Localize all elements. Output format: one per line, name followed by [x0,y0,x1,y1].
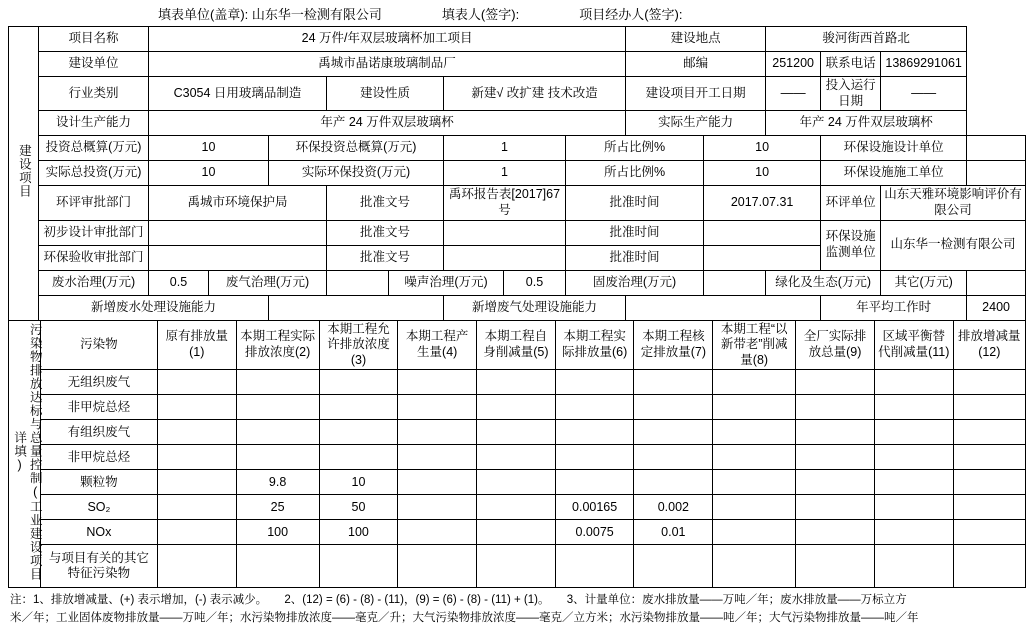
pollutant-name: 非甲烷总烃 [40,445,157,470]
cell [634,370,713,395]
cell [634,395,713,420]
pollutant-name: 与项目有关的其它特征污染物 [40,545,157,588]
project-name-value: 24 万件/年双层玻璃杯加工项目 [149,27,626,52]
table-row [9,445,1026,470]
actual-capacity-value: 年产 24 万件双层玻璃杯 [766,111,967,136]
table-row [9,295,1026,320]
cell [477,420,556,445]
build-nature-value: 新建√ 改扩建 技术改造 [444,77,626,111]
col-header-regional-offset: 区域平衡替代削减量(11) [874,320,953,370]
cell [796,420,875,445]
cell [398,395,477,420]
noise-label: 噪声治理(万元) [389,270,504,295]
project-manager: 项目经办人(签字): [579,6,683,22]
col-header-original-discharge: 原有排放量(1) [157,320,236,370]
env-approve-dept-label: 环评审批部门 [39,186,149,220]
approve-doc-label-1: 批准文号 [327,186,444,220]
cell: 100 [319,520,398,545]
cell [796,495,875,520]
cell [236,370,319,395]
approve-doc-value-1: 禹环报告表[2017]67 号 [444,186,566,220]
postcode-value: 251200 [766,52,821,77]
new-water-cap-label: 新增废水处理设施能力 [39,295,269,320]
cell [953,370,1025,395]
env-build-unit-value [967,161,1026,186]
cell [398,520,477,545]
table-row [9,370,1026,395]
new-gas-cap-label: 新增废气处理设施能力 [444,295,626,320]
cell [953,495,1025,520]
cell [555,395,634,420]
cell: 9.8 [236,470,319,495]
cell [874,420,953,445]
cell [634,445,713,470]
col-header-generation: 本期工程产生量(4) [398,320,477,370]
approve-time-label-3: 批准时间 [566,245,704,270]
cell [157,545,236,588]
approve-time-value-3 [704,245,821,270]
cell [796,395,875,420]
footer-line-2: 米／年；工业固体废物排放量——万吨／年；水污染物排放浓度——毫克／升；大气污染物排放浓度——毫克／立方米；水污染物排放量——吨／年；大气污染物排放量——吨／年 [10,611,919,624]
cell [953,470,1025,495]
table-row [9,470,1026,495]
cell [874,520,953,545]
col-header-net-change: 排放增减量(12) [953,320,1025,370]
build-nature-label: 建设性质 [327,77,444,111]
cell [236,420,319,445]
design-capacity-label: 设计生产能力 [39,111,149,136]
cell [555,545,634,588]
cell [555,470,634,495]
cell [874,395,953,420]
cell [319,420,398,445]
approve-time-label-2: 批准时间 [566,220,704,245]
project-name-label: 项目名称 [39,27,149,52]
pollutant-name: 颗粒物 [40,470,157,495]
cell [796,545,875,588]
invest-budget-label: 投资总概算(万元) [39,136,149,161]
approve-doc-label-3: 批准文号 [327,245,444,270]
eia-unit-label: 环评单位 [821,186,881,220]
col-header-allowed-concentration: 本期工程允许排放浓度(3) [319,320,398,370]
col-header-actual-concentration: 本期工程实际排放浓度(2) [236,320,319,370]
approve-time-label-1: 批准时间 [566,186,704,220]
cell [319,545,398,588]
cell [398,470,477,495]
cell [236,545,319,588]
cell [796,370,875,395]
cell [713,445,796,470]
cell [236,445,319,470]
cell: 0.01 [634,520,713,545]
pollutant-table [8,320,1026,589]
annual-hours-value: 2400 [967,295,1026,320]
cell [398,370,477,395]
cell: 0.0075 [555,520,634,545]
col-header-actual-discharge: 本期工程实际排放量(6) [555,320,634,370]
ratio-value-1: 10 [704,136,821,161]
cell [713,395,796,420]
side-label-pollutant: 污染物排放达标与总量控制(工业建设项目详填) [9,320,41,588]
wastegas-label: 废气治理(万元) [209,270,327,295]
cell [953,545,1025,588]
actual-capacity-label: 实际生产能力 [626,111,766,136]
cell [634,420,713,445]
cell [713,370,796,395]
prelim-design-dept-value [149,220,327,245]
ratio-label-1: 所占比例% [566,136,704,161]
cell: 0.00165 [555,495,634,520]
start-date-value: —— [766,77,821,111]
col-header-approved-discharge: 本期工程核定排放量(7) [634,320,713,370]
cell [157,520,236,545]
ratio-value-2: 10 [704,161,821,186]
env-design-unit-label: 环保设施设计单位 [821,136,967,161]
solid-label: 固废治理(万元) [566,270,704,295]
cell [398,545,477,588]
invest-budget-value: 10 [149,136,269,161]
cell [157,470,236,495]
cell [713,470,796,495]
env-monitor-unit-label: 环保设施监测单位 [821,220,881,270]
approve-time-value-2 [704,220,821,245]
cell [319,370,398,395]
wastewater-label: 废水治理(万元) [39,270,149,295]
new-gas-cap-value [626,295,821,320]
approve-doc-label-2: 批准文号 [327,220,444,245]
cell [713,495,796,520]
pollutant-name: 有组织废气 [40,420,157,445]
col-header-new-for-old-reduction: 本期工程“以新带老”削减量(8) [713,320,796,370]
cell [477,520,556,545]
industry-label: 行业类别 [39,77,149,111]
env-invest-budget-label: 环保投资总概算(万元) [269,136,444,161]
build-unit-value: 禹城市晶诺康玻璃制品厂 [149,52,626,77]
pollutant-name: SO₂ [40,495,157,520]
cell [796,470,875,495]
pollutant-name: 无组织废气 [40,370,157,395]
cell: 50 [319,495,398,520]
industry-value: C3054 日用玻璃品制造 [149,77,327,111]
cell [477,445,556,470]
main-form-table [8,26,1026,321]
table-row [9,27,1026,52]
cell [874,470,953,495]
cell: 100 [236,520,319,545]
actual-invest-label: 实际总投资(万元) [39,161,149,186]
cell [157,495,236,520]
cell [953,445,1025,470]
form-footer-notes [8,592,1026,627]
form-header-line [8,0,1026,26]
table-row [9,545,1026,588]
cell [713,545,796,588]
env-design-unit-value [967,136,1026,161]
table-row [9,186,1026,220]
table-row [9,111,1026,136]
pollutant-name: 非甲烷总烃 [40,395,157,420]
cell [796,445,875,470]
phone-label: 联系电话 [821,52,881,77]
cell [555,370,634,395]
cell: 25 [236,495,319,520]
table-row [9,220,1026,245]
cell [713,420,796,445]
footer-line-1: 注：1、排放增减量、(+) 表示增加，(-) 表示减少。 2、(12) = (6) - (8) - (11)，(9) = (6) - (8) - (11) + (1)。 3、计量单位：废水排放量——万吨／年；废水排放量——万标立方 [10,594,907,607]
filler-unit: 填表单位(盖章): 山东华一检测有限公司 [158,6,382,22]
cell [874,370,953,395]
table-row [9,495,1026,520]
cell [398,420,477,445]
env-approve-dept-value: 禹城市环境保护局 [149,186,327,220]
cell [555,420,634,445]
actual-env-invest-label: 实际环保投资(万元) [269,161,444,186]
cell: 0.002 [634,495,713,520]
annual-hours-label: 年平均工作时 [821,295,967,320]
operate-date-label: 投入运行日期 [821,77,881,111]
cell [157,370,236,395]
cell [477,370,556,395]
postcode-label: 邮编 [626,52,766,77]
table-row [9,52,1026,77]
env-invest-budget-value: 1 [444,136,566,161]
table-row [9,161,1026,186]
cell [874,495,953,520]
env-accept-dept-value [149,245,327,270]
cell [634,470,713,495]
cell [157,445,236,470]
cell [555,445,634,470]
cell [796,520,875,545]
cell [398,445,477,470]
table-row [9,420,1026,445]
cell [477,495,556,520]
eia-unit-value: 山东天雅环境影响评价有限公司 [881,186,1026,220]
prelim-design-dept-label: 初步设计审批部门 [39,220,149,245]
solid-value [704,270,766,295]
table-row [9,270,1026,295]
cell [157,420,236,445]
col-header-plant-total: 全厂实际排放总量(9) [796,320,875,370]
cell [319,395,398,420]
filler-person: 填表人(签字): [441,6,520,22]
table-row [9,136,1026,161]
cell [477,470,556,495]
cell [477,395,556,420]
actual-invest-value: 10 [149,161,269,186]
env-monitor-unit-value: 山东华一检测有限公司 [881,220,1026,270]
env-build-unit-label: 环保设施施工单位 [821,161,967,186]
cell [953,520,1025,545]
env-accept-dept-label: 环保验收审批部门 [39,245,149,270]
approve-doc-value-2 [444,220,566,245]
cell [398,495,477,520]
approve-doc-value-3 [444,245,566,270]
cell [713,520,796,545]
actual-env-invest-value: 1 [444,161,566,186]
cell [874,545,953,588]
table-row [9,77,1026,111]
cell [477,545,556,588]
operate-date-value: —— [881,77,967,111]
pollutant-name: NOx [40,520,157,545]
wastegas-value [327,270,389,295]
other-value [967,270,1026,295]
col-header-pollutant: 污染物 [40,320,157,370]
cell [157,395,236,420]
table-row [9,395,1026,420]
new-water-cap-value [269,295,444,320]
cell [319,445,398,470]
cell [874,445,953,470]
approve-time-value-1: 2017.07.31 [704,186,821,220]
col-header-self-reduction: 本期工程自身削减量(5) [477,320,556,370]
wastewater-value: 0.5 [149,270,209,295]
cell [236,395,319,420]
noise-value: 0.5 [504,270,566,295]
build-site-value: 骏河街西首路北 [766,27,967,52]
pollutant-header-row [9,320,1026,370]
build-site-label: 建设地点 [626,27,766,52]
ratio-label-2: 所占比例% [566,161,704,186]
side-label-construction-project: 建设项目 [9,27,39,321]
build-unit-label: 建设单位 [39,52,149,77]
other-label: 其它(万元) [881,270,967,295]
cell [634,545,713,588]
table-row [9,520,1026,545]
cell [953,420,1025,445]
design-capacity-value: 年产 24 万件双层玻璃杯 [149,111,626,136]
cell [953,395,1025,420]
green-label: 绿化及生态(万元) [766,270,881,295]
cell: 10 [319,470,398,495]
phone-value: 13869291061 [881,52,967,77]
start-date-label: 建设项目开工日期 [626,77,766,111]
